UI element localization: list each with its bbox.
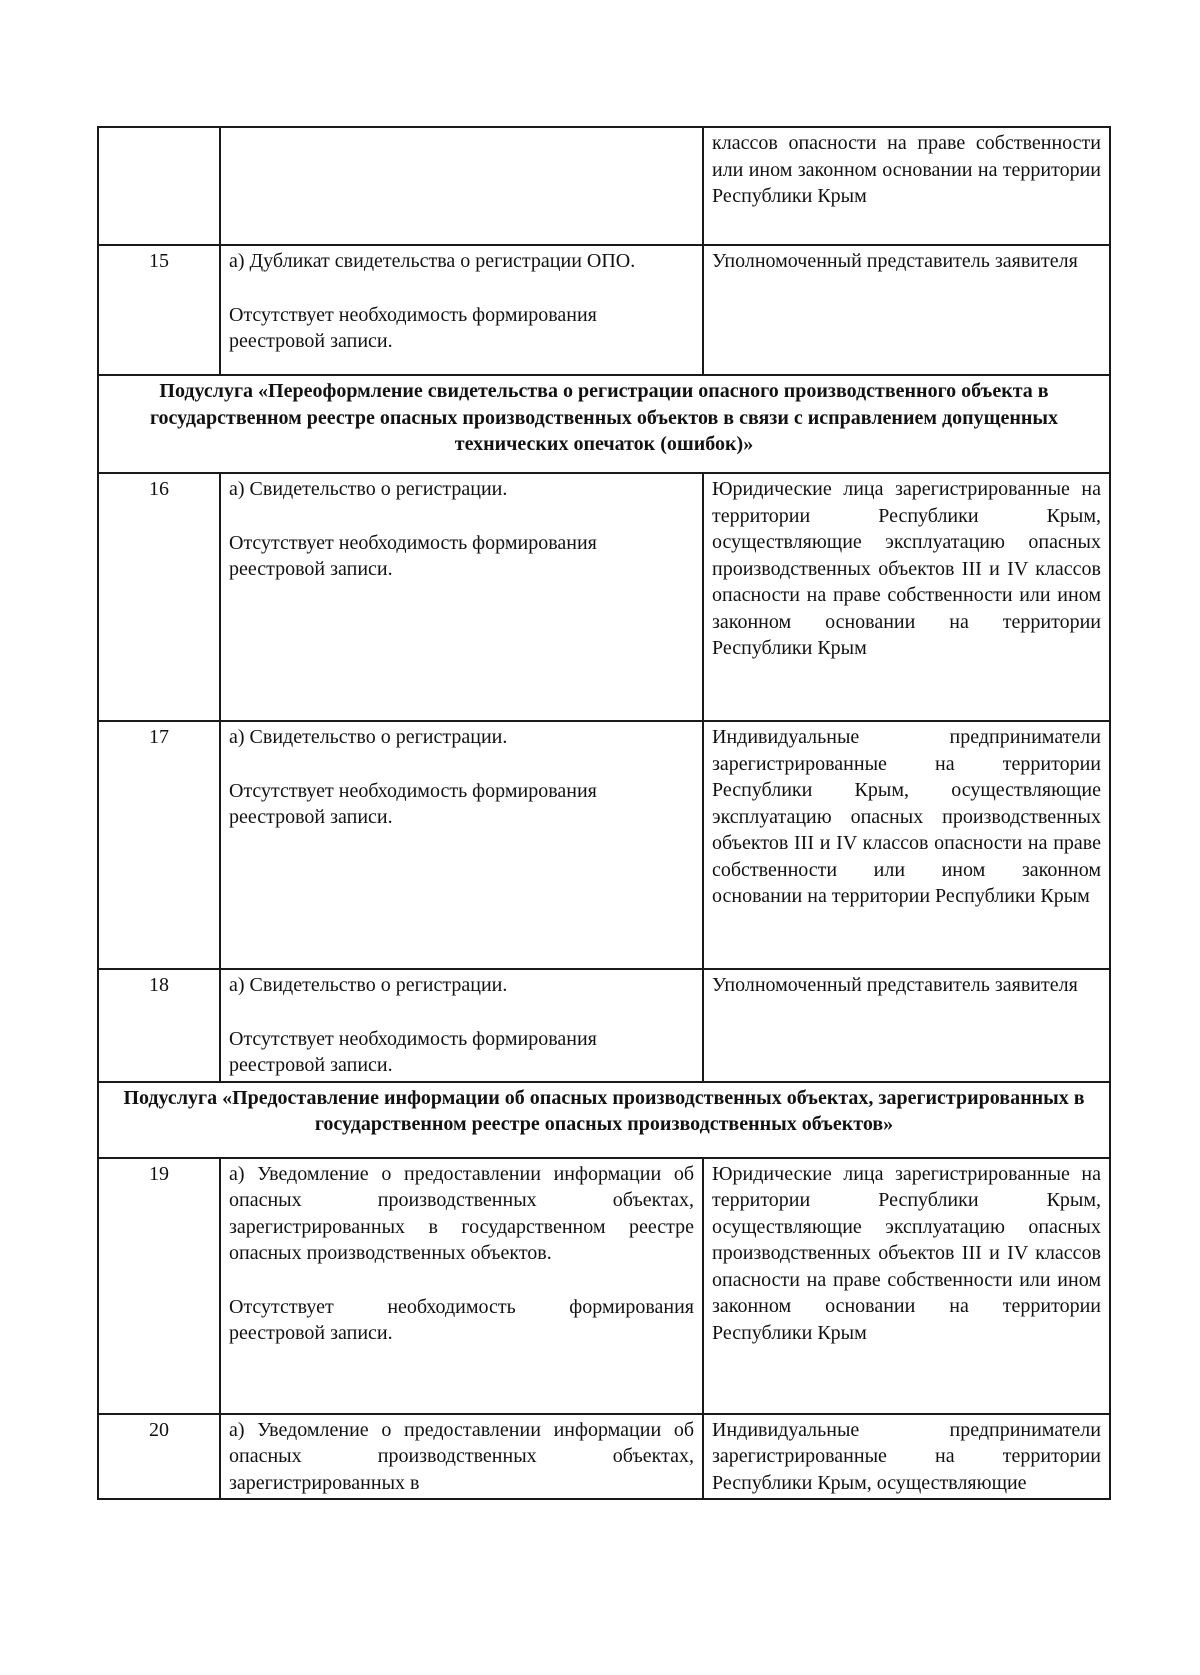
document-cell: [220, 721, 703, 969]
document-name: а) Уведомление о предоставлении информации об опасных производственных объектах, зарегистрированных в государственном реестре опасных производственных объектов.: [229, 1162, 694, 1264]
row-number: 16: [98, 473, 220, 721]
registry-note: Отсутствует необходимость формирования реестровой записи.: [229, 303, 597, 352]
document-name: а) Уведомление о предоставлении информации об опасных производственных объектах, зарегистрированных в: [229, 1418, 694, 1494]
document-cell: [220, 473, 703, 721]
registry-note: Отсутствует необходимость формирования реестровой записи.: [229, 1295, 694, 1344]
row-number: 17: [98, 721, 220, 969]
row-number: [98, 127, 220, 245]
document-cell: [220, 1158, 703, 1414]
document-cell: [220, 969, 703, 1082]
table-row: [98, 969, 1110, 1082]
registry-note: Отсутствует необходимость формирования реестровой записи.: [229, 531, 597, 580]
applicant-cell: Индивидуальные предприниматели зарегистрированные на территории Республики Крым, осуществляющие: [703, 1414, 1110, 1500]
applicant-cell: Уполномоченный представитель заявителя: [703, 245, 1110, 375]
row-number: 19: [98, 1158, 220, 1414]
applicant-cell: Юридические лица зарегистрированные на территории Республики Крым, осуществляющие эксплуатацию опасных производственных объектов III и IV классов опасности на праве собственности или ином законном основании на территории Республики Крым: [703, 473, 1110, 721]
document-name: а) Свидетельство о регистрации.: [229, 478, 508, 500]
applicant-cell: Индивидуальные предприниматели зарегистрированные на территории Республики Крым, осуществляющие эксплуатацию опасных производственных объектов III и IV классов опасности на праве собственности или ином законном основании на территории Республики Крым: [703, 721, 1110, 969]
table-row: [98, 245, 1110, 375]
document-cell: [220, 1414, 703, 1500]
registry-note: Отсутствует необходимость формирования реестровой записи.: [229, 1027, 597, 1076]
document-cell: [220, 127, 703, 245]
document-name: а) Дубликат свидетельства о регистрации ОПО.: [229, 250, 636, 272]
subservice-header: Подуслуга «Переоформление свидетельства о регистрации опасного производственного объекта в государственном реестре опасных производственных объектов в связи с исправлением допущенных технических опечаток (ошибок)»: [98, 375, 1110, 473]
document-name: а) Свидетельство о регистрации.: [229, 726, 508, 748]
row-number: 20: [98, 1414, 220, 1500]
row-number: 15: [98, 245, 220, 375]
section-header-row: [98, 1082, 1110, 1158]
applicant-cell: классов опасности на праве собственности или ином законном основании на территории Республики Крым: [703, 127, 1110, 245]
document-cell: [220, 245, 703, 375]
table-row: [98, 473, 1110, 721]
document-name: а) Свидетельство о регистрации.: [229, 974, 508, 996]
applicant-cell: Уполномоченный представитель заявителя: [703, 969, 1110, 1082]
applicant-cell: Юридические лица зарегистрированные на территории Республики Крым, осуществляющие эксплуатацию опасных производственных объектов III и IV классов опасности на праве собственности или ином законном основании на территории Республики Крым: [703, 1158, 1110, 1414]
table-row: [98, 127, 1110, 245]
row-number: 18: [98, 969, 220, 1082]
table-row: [98, 721, 1110, 969]
registry-note: Отсутствует необходимость формирования реестровой записи.: [229, 779, 597, 828]
section-header-row: [98, 375, 1110, 473]
services-table: [97, 126, 1111, 1500]
table-row: [98, 1414, 1110, 1500]
table-row: [98, 1158, 1110, 1414]
subservice-header: Подуслуга «Предоставление информации об опасных производственных объектах, зарегистрированных в государственном реестре опасных производственных объектов»: [98, 1082, 1110, 1158]
